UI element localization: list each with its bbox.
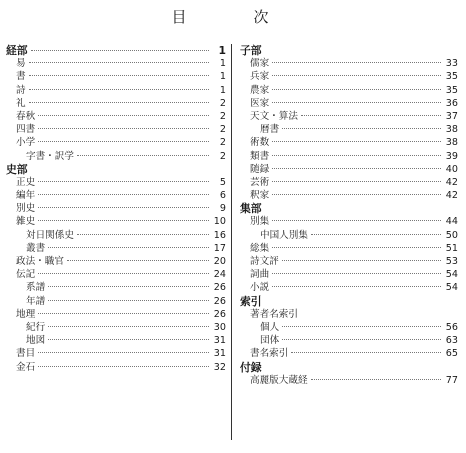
toc-entry-label: 個人: [260, 321, 280, 333]
toc-section-heading: [6, 163, 226, 176]
toc-entry: [6, 84, 226, 97]
toc-entry: [240, 70, 458, 83]
leader-dots: [272, 155, 441, 156]
toc-page-number: 50: [445, 229, 458, 241]
toc-entry-label: 詞曲: [250, 269, 270, 281]
toc-entry: [6, 295, 226, 308]
toc-entry-label: 術数: [250, 137, 270, 149]
toc-page-number: 51: [445, 242, 458, 254]
toc-section-heading: [240, 361, 458, 374]
leader-dots: [38, 181, 209, 182]
toc-entry-label: 釈家: [250, 190, 270, 202]
leader-dots: [38, 194, 209, 195]
toc-entry: [240, 136, 458, 149]
toc-entry: [240, 308, 458, 321]
toc-entry-label: 地理: [16, 308, 36, 320]
toc-page-number: 35: [445, 71, 458, 83]
leader-dots: [272, 141, 441, 142]
leader-dots: [77, 155, 209, 156]
toc-page-number: 26: [213, 295, 226, 307]
toc-entry-label: 易: [16, 58, 26, 70]
toc-page-number: 31: [213, 335, 226, 347]
toc-entry-label: 付録: [240, 360, 262, 374]
toc-entry-label: 書名索引: [250, 348, 289, 360]
leader-dots: [301, 115, 441, 116]
toc-page-number: 65: [445, 348, 458, 360]
leader-dots: [272, 62, 441, 63]
toc-page-number: 40: [445, 163, 458, 175]
toc-entry: [240, 334, 458, 347]
toc-entry: [240, 110, 458, 123]
toc-page-number: 2: [219, 150, 226, 162]
leader-dots: [29, 62, 209, 63]
toc-entry-label: 索引: [240, 294, 262, 308]
toc-entry-label: 対日関係史: [26, 229, 74, 241]
leader-dots: [38, 141, 209, 142]
toc-entry: [240, 123, 458, 136]
toc-page-number: 30: [213, 321, 226, 333]
toc-entry-label: 暦書: [260, 124, 280, 136]
leader-dots: [272, 181, 441, 182]
leader-dots: [272, 247, 441, 248]
toc-entry: [240, 242, 458, 255]
toc-entry-label: 医家: [250, 97, 270, 109]
toc-page-number: 1: [218, 44, 226, 57]
toc-entry: [6, 242, 226, 255]
leader-dots: [272, 102, 441, 103]
toc-entry-label: 地図: [26, 335, 46, 347]
toc-entry: [6, 57, 226, 70]
toc-entry: [240, 229, 458, 242]
toc-entry: [240, 176, 458, 189]
toc-entry: [6, 136, 226, 149]
toc-page-number: 36: [445, 97, 458, 109]
toc-page-number: 26: [213, 282, 226, 294]
toc-entry: [240, 281, 458, 294]
toc-page-number: 1: [219, 71, 226, 83]
toc-entry-label: 子部: [240, 44, 262, 57]
toc-entry-label: 小説: [250, 282, 270, 294]
leader-dots: [38, 273, 209, 274]
toc-page-number: 5: [219, 176, 226, 188]
toc-entry: [6, 110, 226, 123]
toc-entry-label: 叢書: [26, 242, 46, 254]
toc-page-number: 16: [213, 229, 226, 241]
leader-dots: [77, 234, 209, 235]
leader-dots: [29, 89, 209, 90]
toc-entry: [6, 361, 226, 374]
toc-entry-label: 春秋: [16, 110, 36, 122]
toc-entry: [6, 255, 226, 268]
toc-page-number: 33: [445, 58, 458, 70]
toc-page-number: 31: [213, 348, 226, 360]
toc-page-number: 32: [213, 361, 226, 373]
toc-entry-label: 別史: [16, 203, 36, 215]
toc-section-heading: [240, 202, 458, 215]
leader-dots: [272, 168, 441, 169]
toc-entry-label: 農家: [250, 84, 270, 96]
column-divider: [231, 44, 232, 440]
toc-entry: [240, 97, 458, 110]
leader-dots: [272, 194, 441, 195]
leader-dots: [38, 207, 209, 208]
leader-dots: [48, 286, 209, 287]
toc-entry-label: 紀行: [26, 321, 46, 333]
toc-entry: [6, 308, 226, 321]
toc-entry-label: 編年: [16, 190, 36, 202]
toc-page-number: 1: [219, 84, 226, 96]
toc-entry: [240, 347, 458, 360]
toc-entry: [6, 150, 226, 163]
leader-dots: [38, 313, 209, 314]
toc-entry-label: 総集: [250, 242, 270, 254]
leader-dots: [272, 89, 441, 90]
toc-page-number: 10: [213, 216, 226, 228]
toc-entry: [6, 123, 226, 136]
toc-page-number: 1: [219, 58, 226, 70]
toc-page-number: 20: [213, 256, 226, 267]
leader-dots: [291, 352, 441, 353]
toc-entry-label: 著者名索引: [250, 308, 298, 320]
toc-entry-label: 書目: [16, 348, 36, 360]
toc-entry-label: 系譜: [26, 282, 46, 294]
toc-page-number: 38: [445, 137, 458, 149]
toc-entry-label: 字書・訳学: [26, 150, 74, 162]
toc-entry-label: 集部: [240, 202, 262, 216]
toc-entry: [240, 215, 458, 228]
toc-page-number: 35: [445, 84, 458, 96]
leader-dots: [48, 326, 209, 327]
toc-entry-label: 随録: [250, 163, 270, 175]
leader-dots: [48, 247, 209, 248]
toc-entry-label: 経部: [6, 44, 28, 57]
toc-entry-label: 書: [16, 71, 26, 83]
toc-right-column: [240, 44, 458, 387]
leader-dots: [38, 366, 209, 367]
leader-dots: [282, 326, 441, 327]
leader-dots: [67, 260, 209, 261]
toc-entry: [6, 347, 226, 360]
toc-entry: [240, 84, 458, 97]
toc-entry: [6, 189, 226, 202]
toc-section-heading: [6, 44, 226, 57]
toc-page-number: 63: [445, 335, 458, 347]
toc-entry: [6, 215, 226, 228]
toc-entry-label: 類書: [250, 150, 270, 162]
toc-page-number: 56: [445, 321, 458, 333]
toc-entry: [6, 202, 226, 215]
toc-entry-label: 団体: [260, 335, 280, 347]
toc-page-number: 2: [219, 110, 226, 122]
leader-dots: [272, 286, 441, 287]
toc-page-number: 38: [445, 124, 458, 136]
toc-entry-label: 別集: [250, 216, 270, 228]
toc-left-column: [6, 44, 226, 374]
toc-section-heading: [240, 295, 458, 308]
toc-page-number: 53: [445, 256, 458, 267]
leader-dots: [282, 128, 441, 129]
toc-entry-label: 詩: [16, 84, 26, 96]
leader-dots: [311, 234, 441, 235]
toc-entry: [240, 255, 458, 268]
toc-entry: [6, 321, 226, 334]
leader-dots: [29, 102, 209, 103]
leader-dots: [29, 75, 209, 76]
toc-entry: [240, 150, 458, 163]
toc-page-number: 44: [445, 216, 458, 228]
toc-page-number: 6: [219, 190, 226, 202]
leader-dots: [38, 220, 209, 221]
leader-dots: [272, 220, 441, 221]
toc-entry-label: 政法・職官: [16, 256, 64, 267]
toc-page-number: 2: [219, 97, 226, 109]
toc-entry: [6, 268, 226, 281]
toc-entry: [6, 281, 226, 294]
leader-dots: [282, 339, 441, 340]
toc-page-number: 17: [213, 242, 226, 254]
leader-dots: [38, 115, 209, 116]
toc-page-number: 2: [219, 137, 226, 149]
toc-entry-label: 伝記: [16, 269, 36, 281]
toc-page-number: 26: [213, 308, 226, 320]
toc-entry-label: 天文・算法: [250, 110, 298, 122]
toc-entry: [6, 70, 226, 83]
leader-dots: [48, 300, 209, 301]
toc-entry: [240, 374, 458, 387]
toc-entry-label: 正史: [16, 176, 36, 188]
toc-page-number: 54: [445, 282, 458, 294]
toc-page-number: 2: [219, 124, 226, 136]
page-title: 目 次: [171, 8, 295, 26]
leader-dots: [38, 352, 209, 353]
leader-dots: [48, 339, 209, 340]
leader-dots: [282, 260, 441, 261]
toc-entry-label: 兵家: [250, 71, 270, 83]
toc-page-number: 54: [445, 269, 458, 281]
toc-entry-label: 四書: [16, 124, 36, 136]
toc-entry-label: 礼: [16, 97, 26, 109]
toc-entry-label: 高麗版大蔵経: [250, 374, 308, 386]
toc-entry: [6, 229, 226, 242]
toc-page-number: 42: [445, 190, 458, 202]
toc-entry-label: 雑史: [16, 216, 36, 228]
toc-page-number: 77: [445, 374, 458, 386]
toc-page-number: 39: [445, 150, 458, 162]
toc-entry: [240, 268, 458, 281]
leader-dots: [311, 379, 441, 380]
toc-entry-label: 金石: [16, 361, 36, 373]
leader-dots: [272, 273, 441, 274]
toc-entry-label: 芸術: [250, 176, 270, 188]
toc-entry: [240, 163, 458, 176]
toc-entry: [240, 321, 458, 334]
toc-entry-label: 小学: [16, 137, 36, 149]
toc-entry-label: 史部: [6, 162, 28, 176]
leader-dots: [31, 50, 209, 51]
toc-page-number: 9: [219, 203, 226, 215]
toc-entry-label: 儒家: [250, 58, 270, 70]
toc-entry: [240, 189, 458, 202]
toc-page-number: 24: [213, 269, 226, 281]
toc-entry: [240, 57, 458, 70]
toc-entry-label: 中国人別集: [260, 229, 308, 241]
toc-page-number: 37: [445, 110, 458, 122]
toc-entry-label: 年譜: [26, 295, 46, 307]
toc-entry: [6, 334, 226, 347]
toc-entry: [6, 97, 226, 110]
leader-dots: [272, 75, 441, 76]
toc-entry: [6, 176, 226, 189]
toc-page-number: 42: [445, 176, 458, 188]
toc-section-heading: [240, 44, 458, 57]
toc-entry-label: 詩文評: [250, 256, 279, 267]
leader-dots: [38, 128, 209, 129]
